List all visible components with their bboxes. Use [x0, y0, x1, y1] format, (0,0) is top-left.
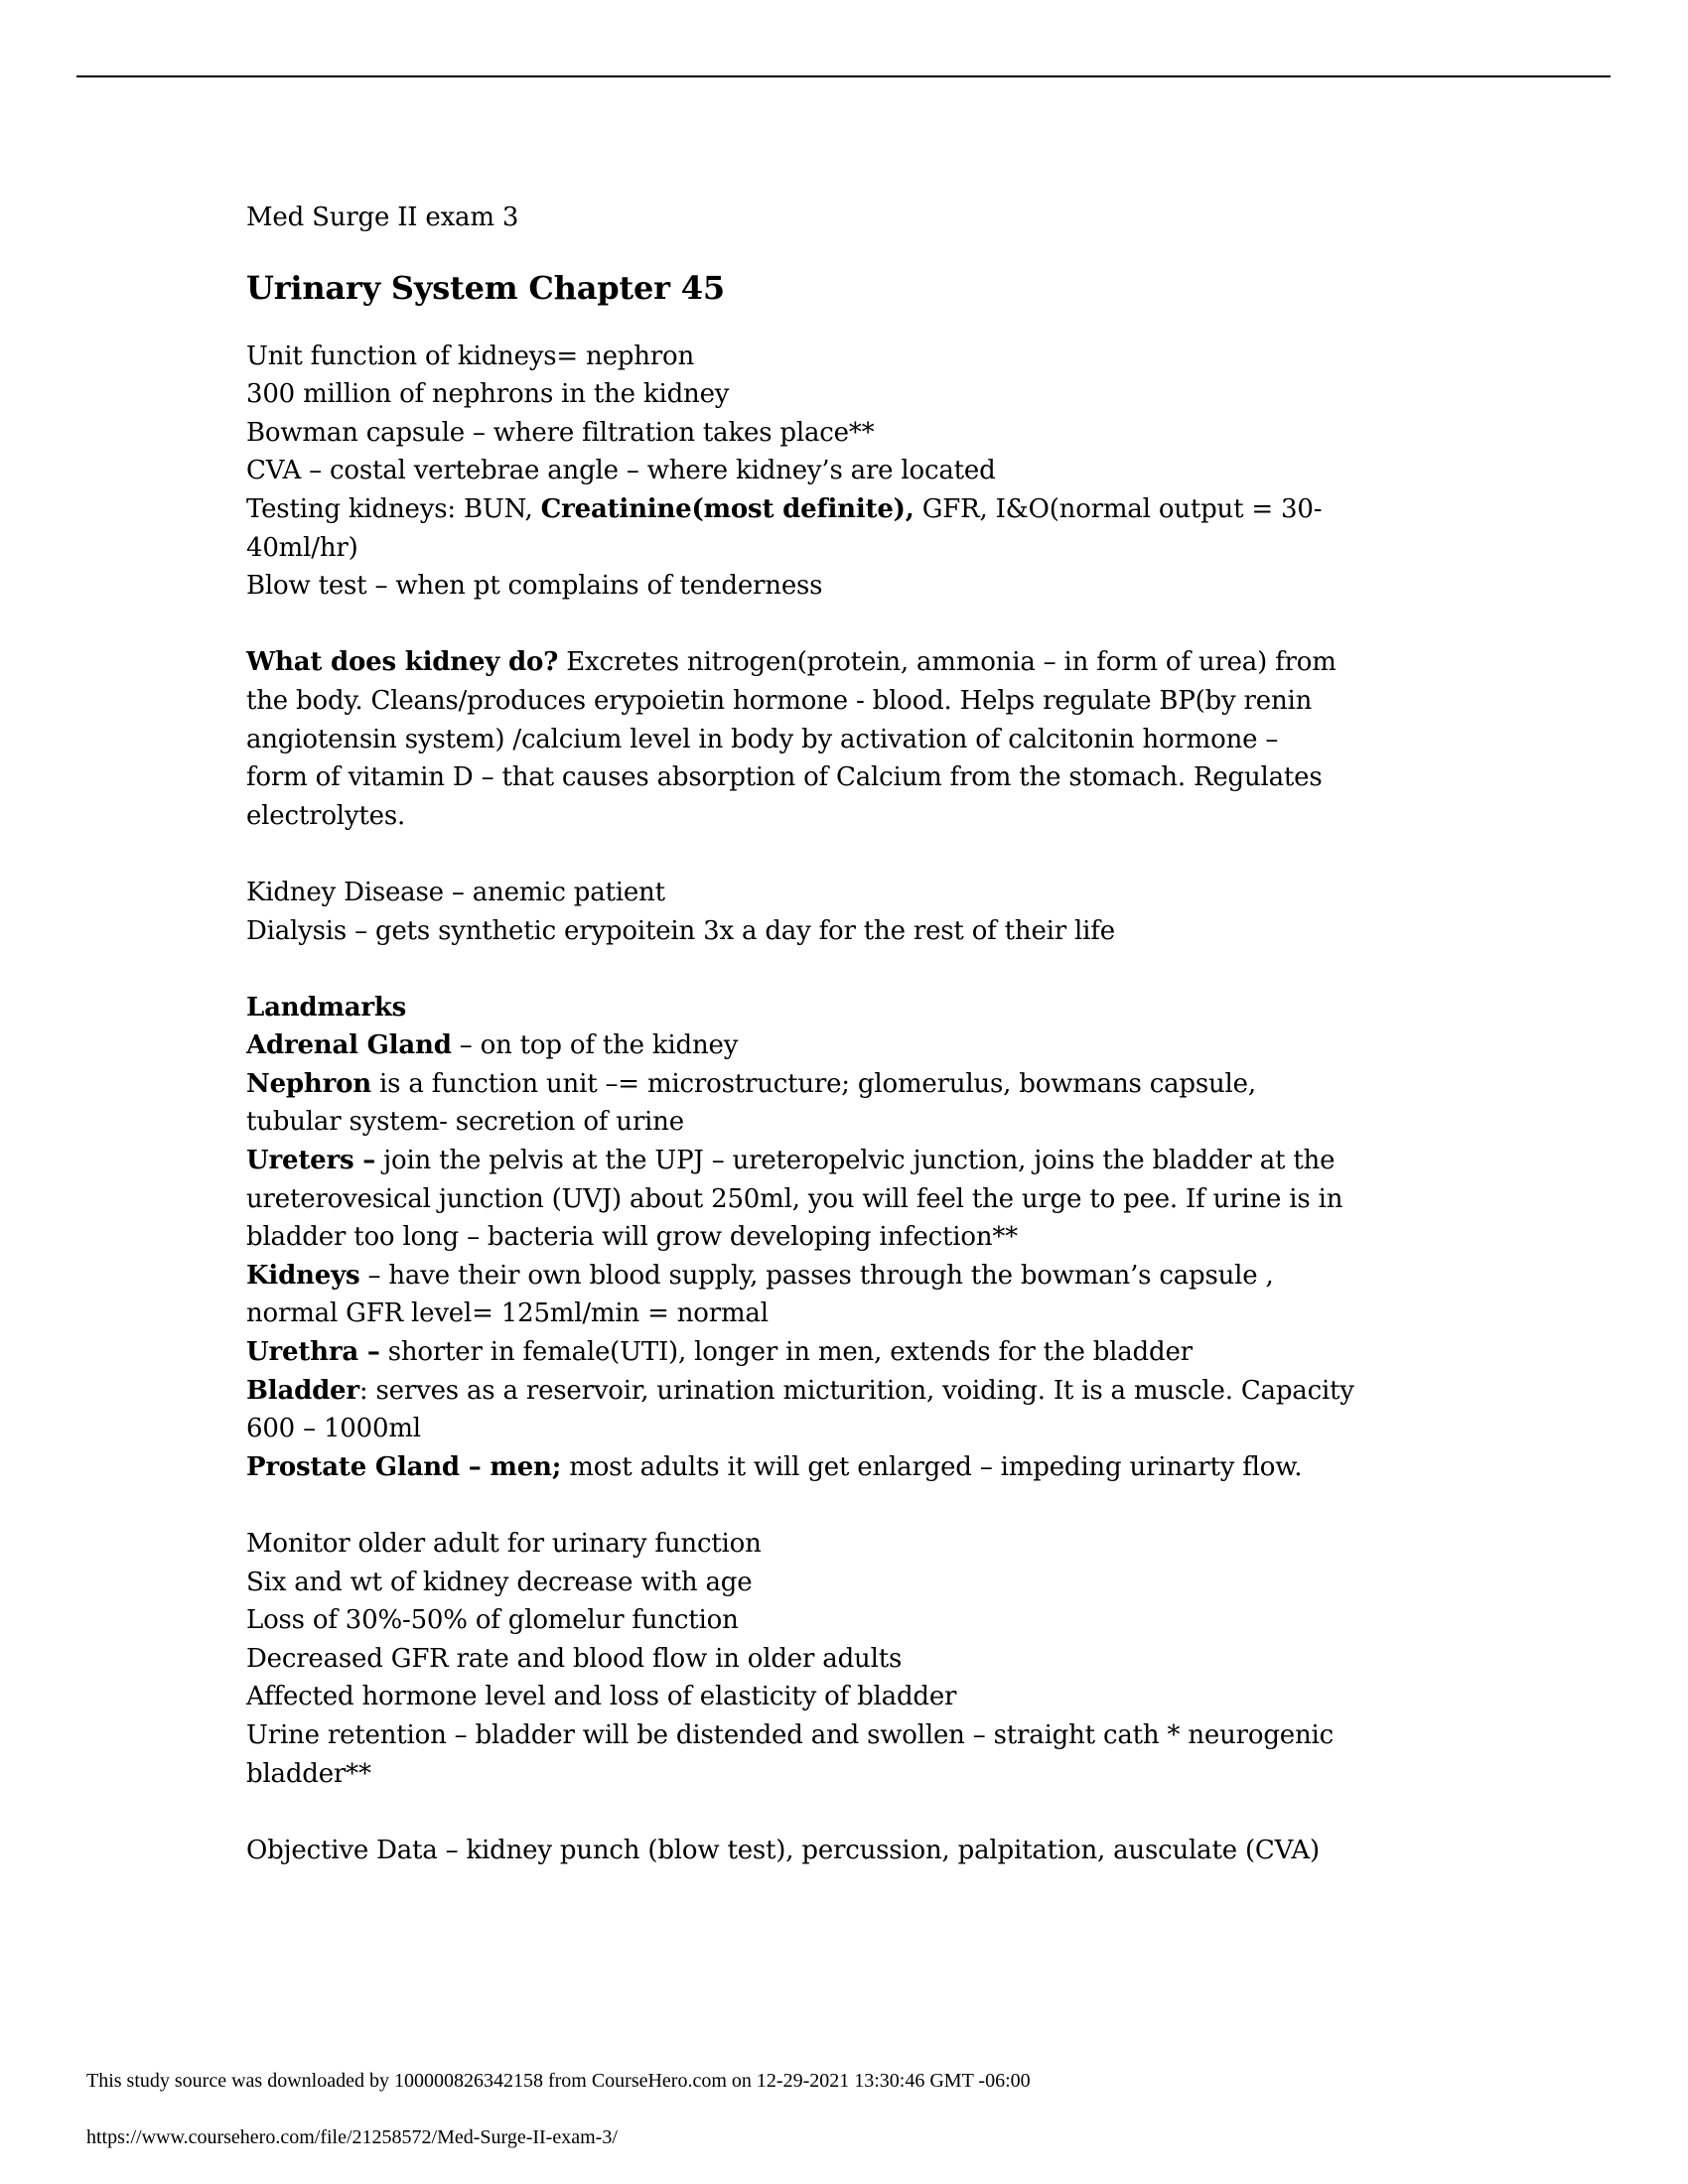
landmark-term: Adrenal Gland: [246, 1030, 452, 1061]
landmark-bladder: [246, 1372, 1468, 1411]
section-kidney-function: [246, 643, 1468, 835]
text-line: Loss of 30%-50% of glomelur function: [246, 1605, 739, 1636]
text-line: 300 million of nephrons in the kidney: [246, 379, 730, 410]
text-line: Objective Data – kidney punch (blow test), percussion, palpitation, ausculate (CVA): [246, 1835, 1320, 1865]
section-basics: [246, 338, 1468, 606]
section-landmarks: [246, 989, 1468, 1487]
text-line: Kidney Disease – anemic patient: [246, 877, 665, 907]
document-body: [246, 199, 1468, 1869]
text-line: tubular system- secretion of urine: [246, 1107, 684, 1138]
text-line: electrolytes.: [246, 800, 406, 831]
testing-kidneys-line: [246, 490, 1468, 529]
landmark-text: shorter in female(UTI), longer in men, extends for the bladder: [379, 1337, 1193, 1368]
text-line: Six and wt of kidney decrease with age: [246, 1567, 753, 1597]
function-lead-line: [246, 643, 1468, 682]
text-line: Blow test – when pt complains of tenderness: [246, 571, 823, 602]
landmark-adrenal: [246, 1026, 1468, 1065]
testing-suffix: GFR, I&O(normal output = 30-: [914, 493, 1323, 524]
text-line: 40ml/hr): [246, 532, 358, 563]
text-line: CVA – costal vertebrae angle – where kidney’s are located: [246, 456, 996, 486]
landmark-text: most adults it will get enlarged – impeding urinarty flow.: [561, 1451, 1303, 1482]
text-line: normal GFR level= 125ml/min = normal: [246, 1298, 769, 1329]
text-line: Dialysis – gets synthetic erypoitein 3x a day for the rest of their life: [246, 915, 1115, 946]
section-kidney-disease: [246, 874, 1468, 950]
landmark-text: – on top of the kidney: [451, 1030, 739, 1061]
landmark-text: join the pelvis at the UPJ – ureteropelvic junction, joins the bladder at the: [375, 1146, 1336, 1176]
text-line: ureterovesical junction (UVJ) about 250ml, you will feel the urge to pee. If urine is in: [246, 1183, 1343, 1214]
download-notice: This study source was downloaded by 100000826342158 from CourseHero.com on 12-29-2021 13:30:46 GMT -06:00: [86, 2070, 1031, 2092]
landmark-text: – have their own blood supply, passes through the bowman’s capsule ,: [359, 1260, 1274, 1291]
landmark-text: : serves as a reservoir, urination micturition, voiding. It is a muscle. Capacity: [358, 1375, 1354, 1406]
text-line: Affected hormone level and loss of elasticity of bladder: [246, 1682, 957, 1712]
section-objective-data: [246, 1832, 1468, 1870]
landmark-nephron: [246, 1065, 1468, 1104]
text-line: Bowman capsule – where filtration takes place**: [246, 417, 875, 448]
source-url-link[interactable]: https://www.coursehero.com/file/21258572/Med-Surge-II-exam-3/: [86, 2126, 618, 2148]
text-line: bladder too long – bacteria will grow developing infection**: [246, 1222, 1018, 1253]
function-bold-lead: What does kidney do?: [246, 647, 559, 678]
landmark-ureters: [246, 1142, 1468, 1180]
header-rule: [76, 75, 1611, 77]
landmark-kidneys: [246, 1257, 1468, 1296]
section-older-adult: [246, 1525, 1468, 1793]
testing-prefix: Testing kidneys: BUN,: [246, 493, 541, 524]
landmark-term: Kidneys: [246, 1260, 360, 1291]
testing-bold-term: Creatinine(most definite),: [540, 493, 914, 524]
landmark-term: Urethra –: [246, 1337, 380, 1368]
landmark-prostate: [246, 1448, 1468, 1487]
document-heading: Urinary System Chapter 45: [246, 268, 725, 307]
text-line: angiotensin system) /calcium level in body by activation of calcitonin hormone –: [246, 724, 1279, 754]
landmarks-title: Landmarks: [246, 992, 407, 1023]
landmark-urethra: [246, 1333, 1468, 1372]
function-lead-rest: Excretes nitrogen(protein, ammonia – in form of urea) from: [558, 647, 1336, 678]
text-line: form of vitamin D – that causes absorption of Calcium from the stomach. Regulates: [246, 762, 1323, 793]
text-line: Monitor older adult for urinary function: [246, 1529, 762, 1559]
text-line: Urine retention – bladder will be distended and swollen – straight cath * neurogenic: [246, 1719, 1334, 1750]
text-line: Decreased GFR rate and blood flow in older adults: [246, 1643, 903, 1674]
text-line: Unit function of kidneys= nephron: [246, 341, 695, 371]
landmark-term: Ureters –: [246, 1146, 376, 1176]
landmark-term: Bladder: [246, 1375, 359, 1406]
landmark-text: is a function unit –= microstructure; glomerulus, bowmans capsule,: [370, 1068, 1256, 1099]
text-line: bladder**: [246, 1758, 371, 1789]
landmark-term: Prostate Gland – men;: [246, 1451, 562, 1482]
landmark-term: Nephron: [246, 1068, 371, 1099]
text-line: 600 – 1000ml: [246, 1414, 421, 1444]
document-subtitle: Med Surge II exam 3: [246, 203, 519, 232]
text-line: the body. Cleans/produces erypoietin hormone - blood. Helps regulate BP(by renin: [246, 685, 1313, 716]
